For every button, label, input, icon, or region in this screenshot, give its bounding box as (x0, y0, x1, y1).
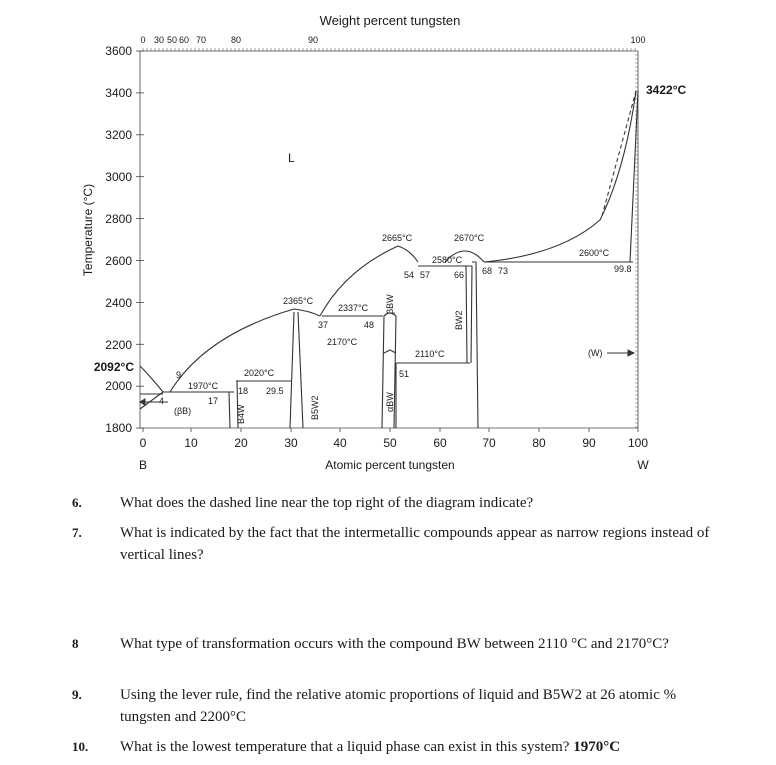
x-tick-label: 60 (433, 436, 447, 450)
label-9: 9 (176, 370, 182, 380)
x-tick-label: 20 (234, 436, 248, 450)
x-tick-label: 70 (482, 436, 496, 450)
bw2-left (466, 266, 467, 363)
question-number: 7. (72, 525, 82, 540)
question-number: 10. (72, 739, 89, 754)
x-tick-label: 90 (582, 436, 596, 450)
top-tick-label: 100 (630, 35, 646, 45)
y-tick-label: 1800 (105, 421, 132, 435)
x-tick-label: 50 (383, 436, 397, 450)
question-text: What is the lowest temperature that a liquid phase can exist in this system? 1970°C (120, 739, 621, 755)
label-2170: 2170°C (327, 337, 358, 347)
y-tick-label: 3000 (105, 170, 132, 184)
solidus-w-side (630, 91, 638, 262)
top-axis-title: Weight percent tungsten (319, 13, 461, 28)
x-tick-label: 80 (532, 436, 546, 450)
label-2600: 2600°C (579, 248, 610, 258)
top-tick-label: 70 (195, 35, 207, 45)
y-tick-label: 3600 (105, 44, 132, 58)
label-99-8: 99.8 (614, 264, 632, 274)
bw-left (382, 316, 384, 428)
top-tick-label: 0 (140, 35, 146, 45)
label-2665: 2665°C (382, 233, 413, 243)
x-axis-title: Atomic percent tungsten (325, 458, 455, 472)
dashed-line-w (602, 91, 636, 216)
label-w-phase: (W) (588, 348, 603, 358)
y-tick-label: 3200 (105, 128, 132, 142)
label-48: 48 (364, 320, 375, 330)
y-tick-label: 2600 (105, 254, 132, 268)
label-beta-b: (βB) (174, 406, 192, 416)
b5w2-left (290, 312, 294, 428)
label-17: 17 (208, 396, 219, 406)
bw2-column (472, 262, 478, 428)
x-tick-label: 40 (333, 436, 347, 450)
question-text: Using the lever rule, find the relative atomic proportions of liquid and B5W2 at 26 atomic % tungsten and 2200°C (120, 687, 677, 725)
top-tick-label: 50 (166, 35, 178, 45)
liquidus-2665-right (398, 246, 418, 262)
x-tick-label: 10 (184, 436, 198, 450)
label-1970: 1970°C (188, 381, 219, 391)
label-57: 57 (420, 270, 431, 280)
y-tick-label: 2200 (105, 338, 132, 352)
top-tick-label: 80 (230, 35, 242, 45)
phase-boundaries (140, 91, 638, 428)
label-liquid: L (288, 151, 295, 165)
label-51: 51 (399, 369, 410, 379)
label-2110: 2110°C (415, 349, 445, 359)
y-tick-label: 2400 (105, 296, 132, 310)
label-b5w2: B5W2 (310, 395, 320, 420)
label-73: 73 (498, 266, 509, 276)
y-tick-label: 3400 (105, 86, 132, 100)
label-2580: 2580°C (432, 255, 463, 265)
liquidus-to-2365 (170, 309, 294, 392)
liquidus-w-side (484, 91, 636, 262)
label-b4w: B4W (236, 404, 246, 424)
label-29-5: 29.5 (266, 386, 284, 396)
label-3422: 3422°C (646, 83, 687, 97)
x-end-right: W (637, 458, 649, 472)
question-text: What is indicated by the fact that the intermetallic compounds appear as narrow regions instead of vertical lines? (120, 525, 710, 563)
x-tick-labels (140, 436, 649, 450)
top-tick-label: 90 (307, 35, 319, 45)
question-number: 9. (72, 687, 82, 702)
question-text: What type of transformation occurs with the compound BW between 2110 °C and 2170°C? (120, 636, 669, 652)
question-answer: 1970°C (573, 739, 621, 755)
question-text: What does the dashed line near the top right of the diagram indicate? (120, 495, 534, 511)
label-alpha-bw: αBW (385, 392, 395, 412)
label-68: 68 (482, 266, 493, 276)
y-special-tick: 2092°C (93, 360, 134, 374)
label-66: 66 (454, 270, 465, 280)
y-tick-label: 2000 (105, 379, 132, 393)
label-2365: 2365°C (283, 296, 314, 306)
x-end-left: B (138, 458, 148, 472)
y-tick-label: 2800 (105, 212, 132, 226)
label-37: 37 (318, 320, 329, 330)
top-tick-label: 60 (178, 35, 190, 45)
y-axis-title: Temperature (°C) (81, 183, 95, 277)
y-tick-labels (105, 44, 132, 435)
x-tick-label: 100 (627, 436, 649, 450)
question-number: 6. (72, 495, 82, 510)
question-number: 8 (72, 636, 79, 651)
label-2670: 2670°C (454, 233, 485, 243)
phase-labels (159, 83, 686, 424)
bw-alpha-top (384, 350, 396, 353)
label-4: 4 (159, 396, 165, 406)
x-tick-label: 0 (139, 436, 147, 450)
b5w2-right (298, 312, 303, 428)
label-bw2: BW2 (454, 310, 464, 330)
liquidus-b-side (140, 366, 163, 392)
bw2-right (471, 266, 472, 363)
label-54: 54 (404, 270, 415, 280)
label-beta-bw: βBW (385, 294, 395, 314)
b4w-left (229, 392, 230, 428)
top-tick-labels (140, 35, 645, 45)
label-2337: 2337°C (338, 303, 369, 313)
label-18: 18 (238, 386, 249, 396)
top-tick-label: 30 (153, 35, 165, 45)
x-tick-label: 30 (284, 436, 298, 450)
label-2020: 2020°C (244, 368, 275, 378)
